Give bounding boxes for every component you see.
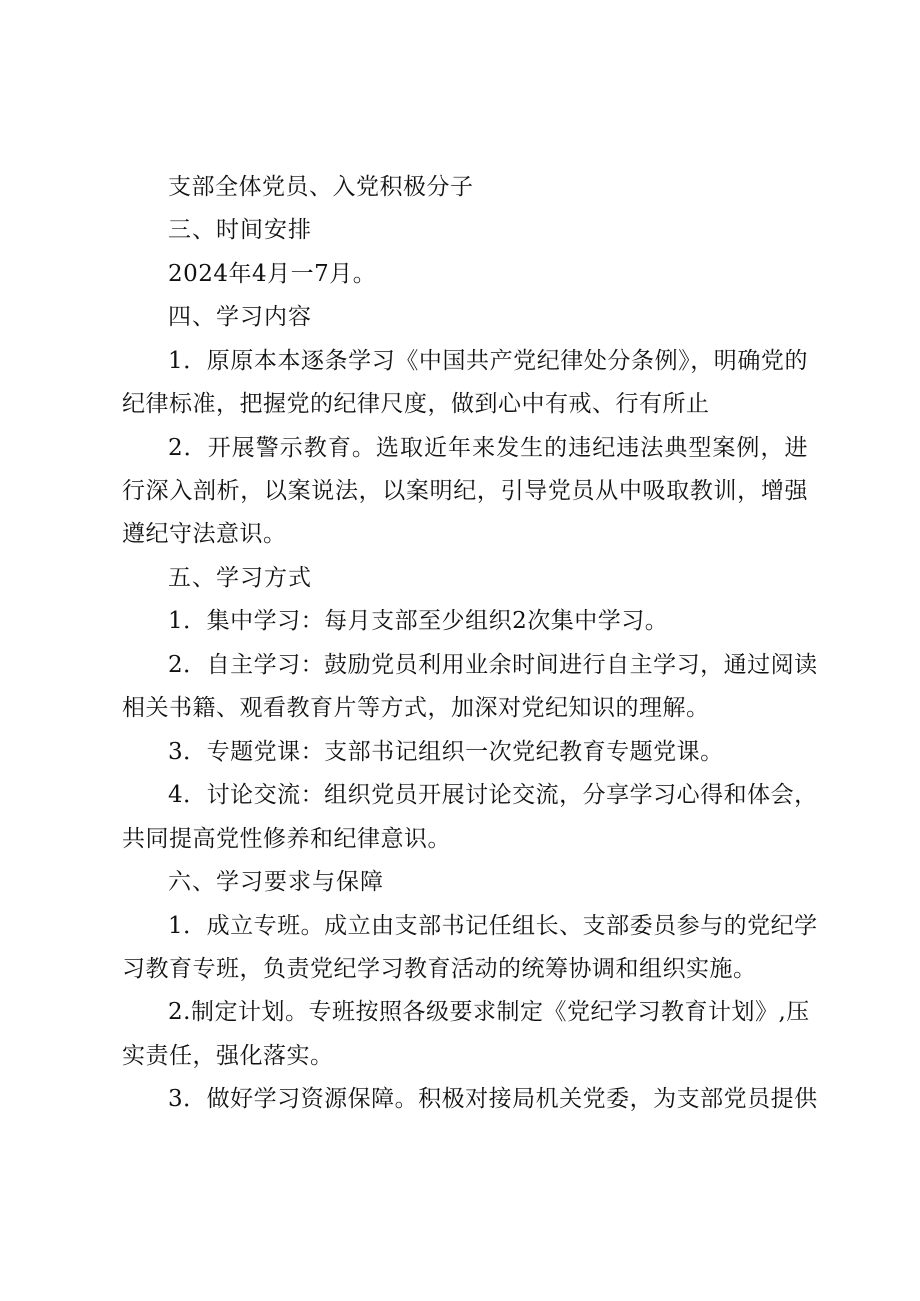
section-3-heading: 三、时间安排 <box>168 217 312 243</box>
section-5-item-4-line-2: 共同提高党性修养和纪律意识。 <box>122 826 451 852</box>
section-6-item-1-line-1: 1．成立专班。成立由支部书记任组长、支部委员参与的党纪学 <box>168 913 818 939</box>
section-6-item-2-line-1: 2.制定计划。专班按照各级要求制定《党纪学习教育计划》,压 <box>168 999 810 1025</box>
section-4-item-2-line-1: 2．开展警示教育。选取近年来发生的违纪违法典型案例，进 <box>168 435 808 461</box>
intro-line: 支部全体党员、入党积极分子 <box>168 174 474 200</box>
section-5-item-2-line-2: 相关书籍、观看教育片等方式，加深对党纪知识的理解。 <box>122 695 710 721</box>
section-5-heading: 五、学习方式 <box>168 565 312 591</box>
section-3-body: 2024年4月一7月。 <box>168 261 377 287</box>
section-5-item-4-line-1: 4．讨论交流：组织党员开展讨论交流，分享学习心得和体会， <box>168 782 818 808</box>
section-5-item-2-line-1: 2．自主学习：鼓励党员利用业余时间进行自主学习，通过阅读 <box>168 652 818 678</box>
section-6-item-3-line-1: 3．做好学习资源保障。积极对接局机关党委，为支部党员提供 <box>168 1086 818 1112</box>
section-4-heading: 四、学习内容 <box>168 304 312 330</box>
section-4-item-1-line-1: 1．原原本本逐条学习《中国共产党纪律处分条例》，明确党的 <box>168 348 808 374</box>
section-6-item-1-line-2: 习教育专班，负责党纪学习教育活动的统筹协调和组织实施。 <box>122 956 757 982</box>
section-5-item-1: 1．集中学习：每月支部至少组织2次集中学习。 <box>168 608 669 634</box>
section-6-heading: 六、学习要求与保障 <box>168 869 384 895</box>
section-4-item-2-line-3: 遵纪守法意识。 <box>122 521 287 547</box>
section-4-item-1-line-2: 纪律标准，把握党的纪律尺度，做到心中有戒、行有所止 <box>122 391 710 417</box>
section-6-item-2-line-2: 实责任，强化落实。 <box>122 1043 334 1069</box>
section-4-item-2-line-2: 行深入剖析，以案说法，以案明纪，引导党员从中吸取教训，增强 <box>122 478 808 504</box>
section-5-item-3: 3．专题党课：支部书记组织一次党纪教育专题党课。 <box>168 739 724 765</box>
